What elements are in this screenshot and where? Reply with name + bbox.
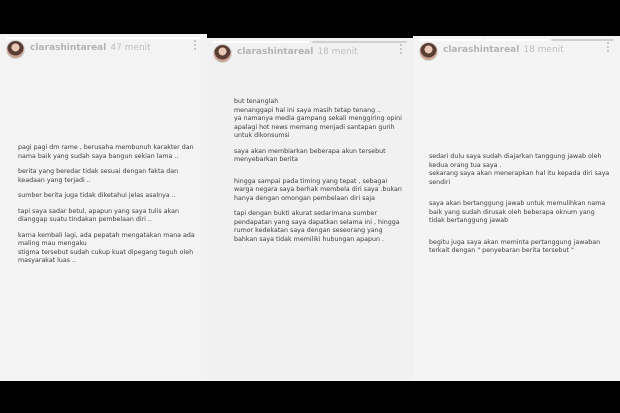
- paragraph: sumber berita juga tidak diketahui jelas asalnya ..: [18, 192, 176, 199]
- paragraph: sedari dulu saya sudah diajarkan tanggung jawab oleh kedua orang tua saya . sekarang saya akan menerapkan hal itu kepada diri saya sendiri: [429, 153, 610, 186]
- avatar[interactable]: [419, 42, 438, 61]
- avatar[interactable]: [6, 40, 25, 59]
- story-text: [18, 144, 197, 273]
- more-options-icon[interactable]: [193, 40, 197, 54]
- username-text[interactable]: clarashintareal: [30, 43, 107, 53]
- username-text[interactable]: clarashintareal: [443, 45, 520, 55]
- story-text: [429, 153, 612, 263]
- paragraph: tapi saya sadar betul, apapun yang saya tulis akan dianggap suatu tindakan pembelaan diri ..: [18, 207, 179, 223]
- paragraph: karna kembali lagi, ada pepatah mengatakan mana ada maling mau mengaku stigma tersebut sudah cukup kuat dipegang teguh oleh masyarakat luas ..: [18, 231, 195, 264]
- paragraph: tapi dengan bukti akurat sedarimana sumber pendapatan yang saya dapatkan selama ini , hingga rumor kedekatan saya dengan seseorang yang bahkan saya tidak memiliki hubungan apapun .: [234, 210, 400, 243]
- username-text[interactable]: clarashintareal: [237, 47, 314, 57]
- paragraph: pagi pagi dm rame , berusaha membunuh karakter dan nama baik yang sudah saya bangun sekian lama ..: [18, 144, 194, 160]
- story-header: [419, 40, 614, 62]
- story-panel-3: [413, 36, 620, 381]
- paragraph: begitu juga saya akan meminta pertanggung jawaban terkait dengan " penyebaran berita tersebut ": [429, 238, 601, 254]
- more-options-icon[interactable]: [606, 42, 610, 56]
- post-time: 18 menit: [317, 47, 358, 57]
- username[interactable]: [30, 43, 151, 53]
- story-panel-2: [207, 38, 413, 381]
- post-time: 18 menit: [523, 45, 564, 55]
- username[interactable]: [443, 45, 564, 55]
- paragraph: saya akan bertanggung jawab untuk memulihkan nama baik yang sudah dirusak oleh beberapa oknum yang tidak bertanggung jawab: [429, 200, 606, 224]
- paragraph: but tenanglah menanggapi hal ini saya masih tetap tenang .. ya namanya media gampang sekali menggiring opini apalagi hot news memang menjadi santapan gurih untuk dikonsumsi: [234, 98, 402, 139]
- username[interactable]: [237, 47, 358, 57]
- story-header: [6, 38, 201, 60]
- story-text: [234, 98, 405, 251]
- story-panel-1: [0, 34, 207, 381]
- post-time: 47 menit: [110, 43, 151, 53]
- more-options-icon[interactable]: [399, 44, 403, 58]
- paragraph: berita yang beredar tidak sesuai dengan fakta dan keadaan yang terjadi ..: [18, 168, 179, 184]
- paragraph: hingga sampai pada timing yang tepat , sebagai warga negara saya berhak membela diri saya .bukan hanya dengan omongan pembelaan diri saja: [234, 177, 402, 202]
- story-header: [213, 42, 407, 64]
- avatar[interactable]: [213, 44, 232, 63]
- paragraph: saya akan membiarkan beberapa akun tersebut menyebarkan berita: [234, 147, 386, 163]
